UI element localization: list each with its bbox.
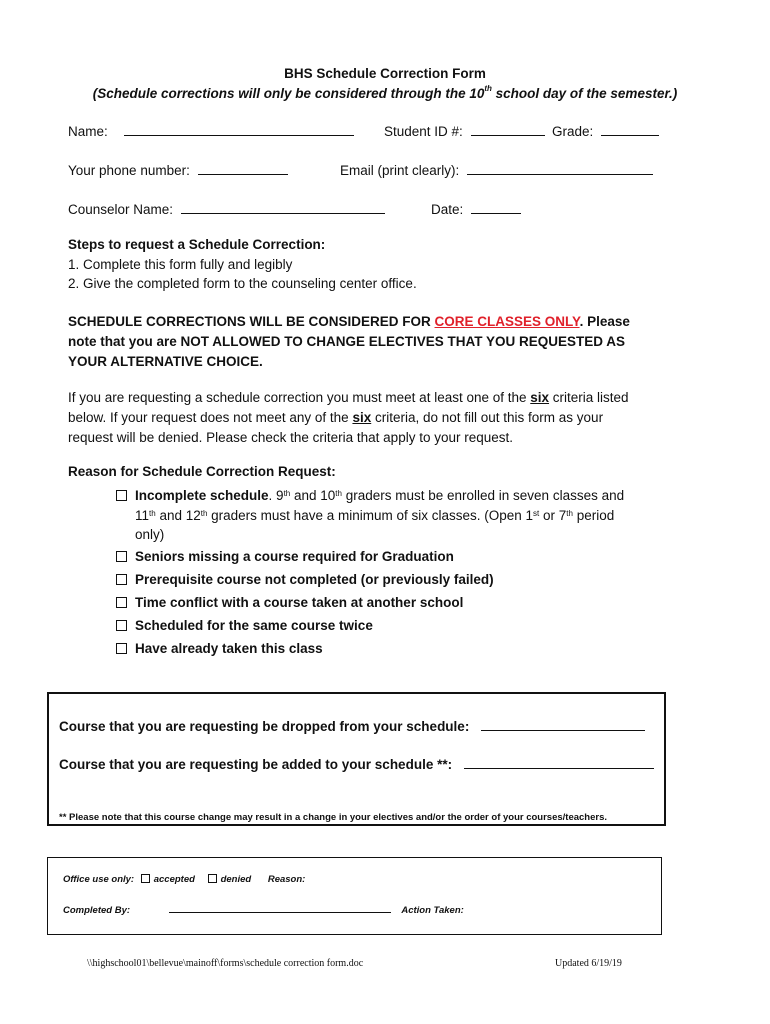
reasons-heading: Reason for Schedule Correction Request:	[68, 464, 336, 479]
sup: th	[200, 509, 208, 518]
reason-incomplete	[116, 486, 624, 506]
office-use-label: Office use only:	[63, 874, 135, 885]
seniors-label: Seniors missing a course required for Graduation	[135, 549, 454, 564]
incomplete-text: period	[572, 508, 615, 523]
student-id-label: Student ID #:	[384, 124, 463, 139]
subtitle-text: (Schedule corrections will only be considered through the 10	[92, 86, 485, 101]
sup: th	[335, 489, 342, 498]
incomplete-checkbox[interactable]	[116, 490, 127, 501]
completed-by-input-line[interactable]	[169, 903, 391, 913]
incomplete-text: graders must be enrolled in seven classes and	[341, 488, 625, 503]
student-id-field	[384, 123, 545, 139]
date-field	[431, 201, 521, 217]
subtitle-sup: th	[484, 84, 492, 93]
sup: st	[533, 509, 540, 518]
reason-taken	[116, 639, 323, 659]
phone-field	[68, 162, 288, 178]
action-taken-label: Action Taken:	[401, 905, 464, 916]
counselor-label: Counselor Name:	[68, 202, 174, 217]
add-course-label: Course that you are requesting be added to your schedule **:	[59, 757, 453, 772]
notice-text-end: . Please note that you are NOT ALLOWED TO CHANGE ELECTIVES THAT YOU REQUESTED AS YOUR ALTERNATIVE CHOICE.	[68, 314, 630, 369]
step-1: 1. Complete this form fully and legibly	[68, 257, 293, 272]
denied-checkbox[interactable]	[208, 874, 217, 883]
criteria-paragraph	[68, 388, 650, 448]
prereq-label: Prerequisite course not completed (or previously failed)	[135, 572, 494, 587]
conflict-label: Time conflict with a course taken at another school	[135, 595, 464, 610]
phone-label: Your phone number:	[68, 163, 190, 178]
reason-prereq	[116, 570, 494, 590]
reason-same	[116, 616, 373, 636]
incomplete-text: or 7	[539, 508, 567, 523]
step-2: 2. Give the completed form to the counseling center office.	[68, 276, 417, 291]
grade-label: Grade:	[552, 124, 594, 139]
drop-course-input-line[interactable]	[481, 718, 645, 731]
form-subtitle	[0, 86, 770, 101]
taken-checkbox[interactable]	[116, 643, 127, 654]
criteria-text-1: If you are requesting a schedule correction you must meet at least one of the	[68, 390, 531, 405]
incomplete-text: and 12	[155, 508, 201, 523]
phone-input-line[interactable]	[198, 162, 288, 175]
counselor-field	[68, 201, 385, 217]
criteria-text-3: criteria, do not fill out this form as your request will be denied. Please check the criteria that apply to your request.	[68, 410, 604, 445]
reason-conflict	[116, 593, 463, 613]
course-change-note: ** Please note that this course change may result in a change in your electives and/or the order of your courses/teachers.	[59, 812, 608, 823]
name-input-line[interactable]	[124, 123, 354, 136]
taken-label: Have already taken this class	[135, 641, 323, 656]
conflict-checkbox[interactable]	[116, 597, 127, 608]
office-use-row	[63, 874, 305, 885]
notice-text: SCHEDULE CORRECTIONS WILL BE CONSIDERED FOR	[68, 314, 435, 329]
grade-input-line[interactable]	[601, 123, 659, 136]
footer-file-path: \\highschool01\bellevue\mainoff\forms\schedule correction form.doc	[87, 958, 364, 969]
incomplete-text: and 10	[290, 488, 336, 503]
six-emphasis-1: six	[530, 390, 550, 405]
prereq-checkbox[interactable]	[116, 574, 127, 585]
date-input-line[interactable]	[471, 201, 521, 214]
name-label: Name:	[68, 124, 108, 139]
core-classes-notice	[68, 312, 648, 372]
incomplete-text: 11	[135, 508, 150, 523]
completed-by-label: Completed By:	[63, 905, 131, 916]
date-label: Date:	[431, 202, 464, 217]
sup: th	[149, 509, 156, 518]
sup: th	[283, 489, 291, 498]
subtitle-text-end: school day of the semester.)	[491, 86, 678, 101]
six-emphasis-2: six	[352, 410, 372, 425]
add-course-input-line[interactable]	[464, 756, 654, 769]
counselor-input-line[interactable]	[181, 201, 385, 214]
completed-by-row	[63, 903, 464, 916]
accepted-label: accepted	[153, 874, 195, 885]
footer-updated: Updated 6/19/19	[555, 958, 622, 969]
steps-heading: Steps to request a Schedule Correction:	[68, 237, 326, 252]
reason-incomplete-line2	[135, 506, 614, 526]
form-title: BHS Schedule Correction Form	[284, 66, 486, 81]
email-field	[340, 162, 653, 178]
criteria-text-2: criteria listed below. If your request does not meet any of the	[68, 390, 629, 425]
office-use-box	[47, 857, 662, 935]
incomplete-title: Incomplete schedule	[135, 488, 269, 503]
reason-incomplete-line3: only)	[135, 527, 165, 542]
course-change-box	[47, 692, 666, 826]
incomplete-text: graders must have a minimum of six classes. (Open 1	[207, 508, 534, 523]
core-classes-highlight: CORE CLASSES ONLY	[434, 314, 580, 329]
sup: th	[566, 509, 573, 518]
add-course-row	[59, 756, 654, 772]
reason-seniors	[116, 547, 454, 567]
denied-label: denied	[220, 874, 252, 885]
student-id-input-line[interactable]	[471, 123, 545, 136]
email-input-line[interactable]	[467, 162, 653, 175]
grade-field	[552, 123, 659, 139]
same-course-label: Scheduled for the same course twice	[135, 618, 373, 633]
drop-course-label: Course that you are requesting be dropped from your schedule:	[59, 719, 470, 734]
email-label: Email (print clearly):	[340, 163, 460, 178]
accepted-checkbox[interactable]	[141, 874, 150, 883]
drop-course-row	[59, 718, 645, 734]
reason-label: Reason:	[267, 874, 306, 885]
seniors-checkbox[interactable]	[116, 551, 127, 562]
same-course-checkbox[interactable]	[116, 620, 127, 631]
name-field	[68, 123, 354, 139]
incomplete-text: . 9	[268, 488, 284, 503]
